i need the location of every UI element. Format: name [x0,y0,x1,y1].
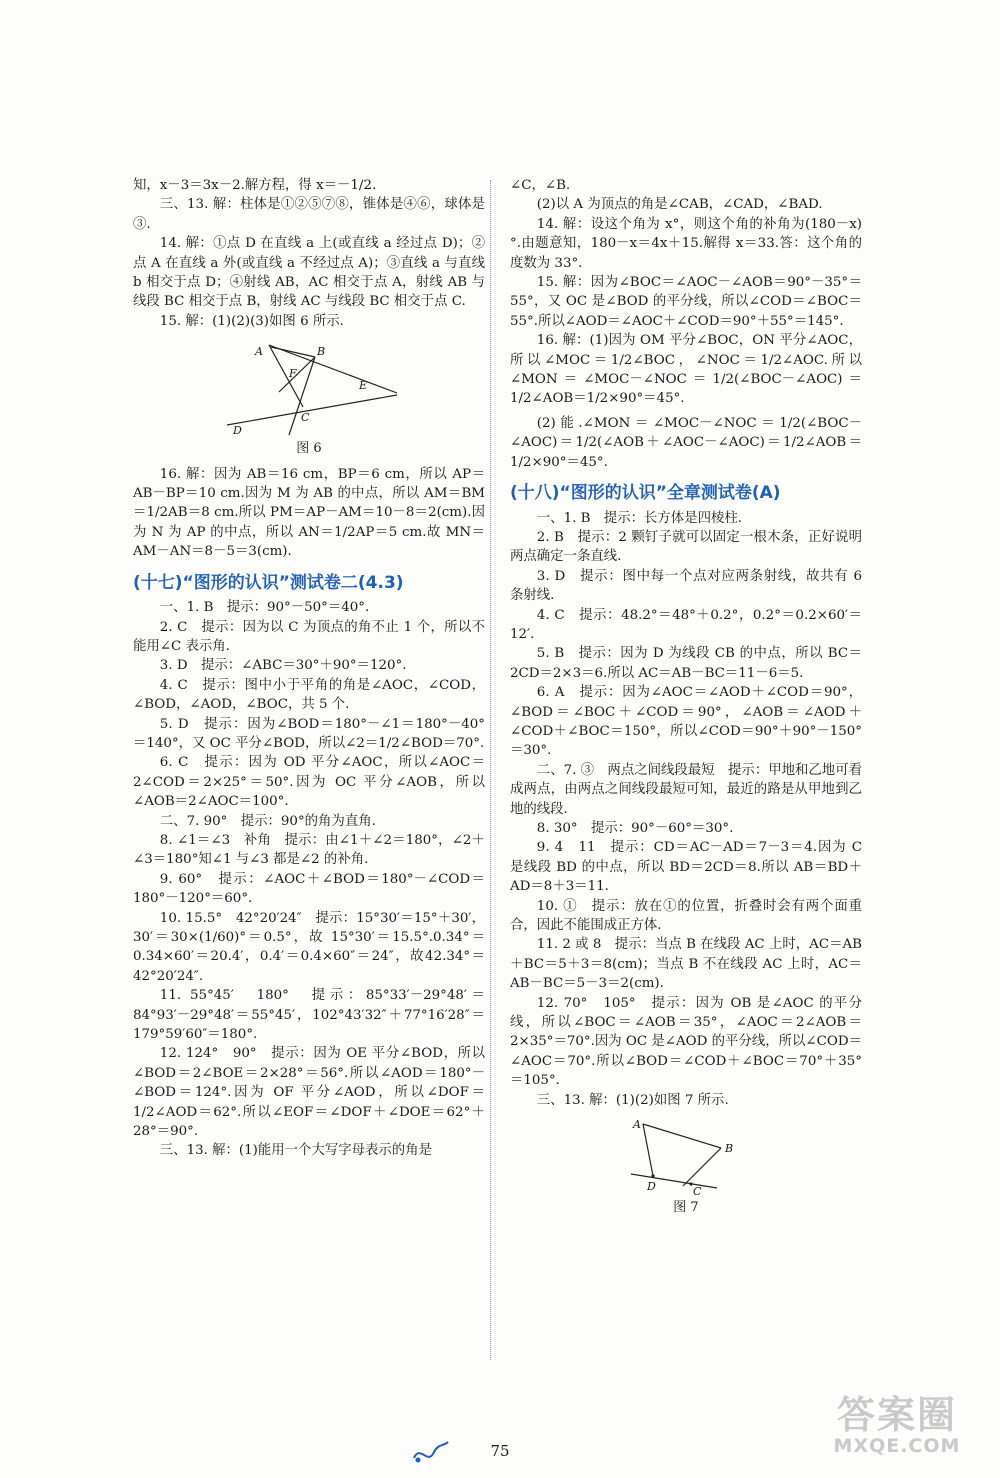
right-answer: 12. 70° 105° 提示：因为 OB 是∠AOC 的平分线，所以∠BOC＝∠AOB＝35°，∠AOC＝2∠AOB＝2×35°＝70°.因为 OC 是∠AOD 的平分线，所以∠COD＝∠AOC＝70°.所以∠BOD＝∠COD＋∠BOC＝70°＋35°＝105°. [510,995,862,1089]
left-answer: 11. 55°45′ 180° 提示：85°33′－29°48′＝84°93′－29°48′＝55°45′，102°43′32″＋77°16′28″＝179°59′60″＝180°. [133,988,485,1043]
right-answer: 8. 30° 提示：90°－60°＝30°. [536,821,734,836]
left-paragraph-3: 14. 解：①点 D 在直线 a 上(或直线 a 经过点 D)；②点 A 在直线 a 外(或直线 a 不经过点 A)；③直线 a 与直线 b 相交于点 D；④射线 AB，AC 相交于点 A，射线 AB 与线段 BC 相交于点 B，射线 AC 与线段 BC 相交于点 C. [133,236,485,310]
figure-6 [133,337,485,458]
right-answer: 6. A 提示：因为∠AOC＝∠AOD＋∠COD＝90°，∠BOD＝∠BOC＋∠COD＝90°，∠AOB＝∠AOD＋∠COD＋∠BOC＝150°，所以∠COD＝90°＋90°－150°＝30°. [510,685,862,759]
right-paragraph-4: 15. 解：因为∠BOC＝∠AOC－∠AOB＝90°－35°＝55°，又 OC 是∠BOD 的平分线，所以∠COD＝∠BOC＝55°.所以∠AOD＝∠AOC＋∠COD＝90°＋55°＝145°. [510,275,862,329]
right-answer: 10. ① 提示：放在①的位置，折叠时会有两个面重合，因此不能围成正方体. [510,898,862,934]
right-answer: 11. 2 或 8 提示：当点 B 在线段 AC 上时，AC＝AB＋BC＝5＋3＝8(cm)；当点 B 不在线段 AC 上时，AC＝AB－BC＝5－3＝2(cm). [510,937,862,992]
left-answer: 4. C 提示：图中小于平角的角是∠AOC，∠COD，∠BOD，∠AOD，∠BOC，共 5 个. [133,677,485,713]
fig7-label-a: A [633,1118,641,1132]
watermark-line-1: 答案圈 [836,1393,957,1437]
column-divider [490,180,491,1360]
left-answer: 5. D 提示：因为∠BOD＝180°－∠1＝180°－40°＝140°，又 OC 平分∠BOD，所以∠2＝1/2∠BOD＝70°. [133,716,485,751]
fig6-label-c: C [301,411,310,425]
fig6-label-b: B [317,345,326,359]
left-column [133,176,485,1161]
left-answer: 9. 60° 提示：∠AOC＋∠BOD＝180°－∠COD＝180°－120°＝60°. [133,871,485,907]
left-answer: 6. C 提示：因为 OD 平分∠AOC，所以∠AOC＝2∠COD＝2×25°＝50°.因为 OC 平分∠AOB，所以∠AOB＝2∠AOC＝100°. [133,755,485,810]
figure-7-caption: 图 7 [673,1200,699,1216]
left-answer: 2. C 提示：因为以 C 为顶点的角不止 1 个，所以不能用∠C 表示角. [133,619,485,654]
left-paragraph-1: 知，x－3＝3x－2.解方程，得 x＝－1/2. [133,178,377,193]
left-answer: 二、7. 90° 提示：90°的角为直角. [159,813,376,829]
section-heading-17: (十七)“图形的认识”测试卷二(4.3) [133,572,404,593]
left-answer: 3. D 提示：∠ABC＝30°＋90°＝120°. [159,658,407,674]
figure-6-diagram [219,337,399,437]
right-answer: 4. C 提示：48.2°＝48°＋0.2°，0.2°＝0.2×60′＝12′. [510,607,862,642]
right-paragraph-2: (2)以 A 为顶点的角是∠CAB，∠CAD，∠BAD. [536,197,823,213]
page-number: 75 [490,1442,510,1460]
left-paragraph-2: 三、13. 解：柱体是①②⑤⑦⑧，锥体是④⑥，球体是③. [133,197,485,232]
right-paragraph-5: 16. 解：(1)因为 OM 平分∠BOC，ON 平分∠AOC，所以∠MOC＝1/2∠BOC，∠NOC＝1/2∠AOC.所以∠MON＝∠MOC－∠NOC＝1/2(∠BOC－∠AOC)＝1/2∠AOB＝1/2×90°＝45°. [510,333,862,407]
right-answer: 5. B 提示：因为 D 为线段 CB 的中点，所以 BC＝2CD＝2×3＝6.所以 AC＝AB－BC＝11－6＝5. [510,646,862,681]
right-paragraph-3: 14. 解：设这个角为 x°，则这个角的补角为(180－x)°.由题意知，180－x＝4x＋15.解得 x＝33.答：这个角的度数为 33°. [510,216,862,271]
figure-7 [510,1116,862,1217]
right-answer: 三、13. 解：(1)(2)如图 7 所示. [536,1092,729,1108]
fig7-label-d: D [647,1180,656,1194]
fig7-point-d [651,1174,654,1177]
left-answer: 10. 15.5° 42°20′24″ 提示：15°30′＝15°＋30′，30′＝30×(1/60)°＝0.5°，故 15°30′＝15.5°.0.34°＝0.34×60′＝20.4′，0.4′＝0.4×60″＝24″，故42.34°＝42°20′24″. [133,910,485,984]
right-answer: 2. B 提示：2 颗钉子就可以固定一根木条，正好说明两点确定一条直线. [510,529,862,565]
fig6-label-f: F [289,367,297,381]
left-answer: 一、1. B 提示：90°－50°＝40°. [159,600,370,616]
right-answer: 9. 4 11 提示：CD＝AC－AD＝7－3＝4.因为 C 是线段 BD 的中点，所以 BD＝2CD＝8.所以 AB＝BD＋AD＝8＋3＝11. [510,840,862,895]
right-column [510,176,862,1224]
fig6-label-e: E [359,379,368,393]
figure-7-diagram [611,1116,761,1196]
left-answer: 三、13. 解：(1)能用一个大写字母表示的角是 [159,1143,432,1159]
fig7-label-b: B [725,1142,734,1156]
right-answer: 一、1. B 提示：长方体是四棱柱. [536,510,743,526]
watermark [822,1394,972,1456]
left-answer: 8. ∠1＝∠3 补角 提示：由∠1＋∠2＝180°，∠2＋∠3＝180°知∠1 与∠3 都是∠2 的补角. [133,832,485,868]
right-paragraph-6: (2)能.∠MON＝∠MOC－∠NOC＝1/2(∠BOC－∠AOC)＝1/2(∠AOB＋∠AOC－∠AOC)＝1/2∠AOB＝1/2×90°＝45°. [510,415,862,470]
fig7-label-c: C [693,1185,702,1197]
right-answer: 3. D 提示：图中每一个点对应两条射线，故共有 6 条射线. [510,568,862,604]
right-paragraph-1: ∠C，∠B. [510,178,571,193]
left-paragraph-4: 15. 解：(1)(2)(3)如图 6 所示. [159,313,344,329]
fig6-label-d: D [233,424,242,438]
left-answer: 12. 124° 90° 提示：因为 OE 平分∠BOD，所以∠BOD＝2∠BOE＝2×28°＝56°.所以∠AOD＝180°－∠BOD＝124°.因为 OF 平分∠AOD，所以∠DOF＝1/2∠AOD＝62°.所以∠EOF＝∠DOF＋∠DOE＝62°＋28°＝90°. [133,1046,485,1140]
right-answer: 二、7. ③ 两点之间线段最短 提示：甲地和乙地可看成两点，由两点之间线段最短可知，最近的路是从甲地到乙地的线段. [510,762,862,817]
figure-6-caption: 图 6 [296,441,322,457]
fig6-label-a: A [255,345,263,359]
left-paragraph-5: 16. 解：因为 AB＝16 cm，BP＝6 cm，所以 AP＝AB－BP＝10 cm.因为 M 为 AB 的中点，所以 AM＝BM＝1/2AB＝8 cm.所以 PM＝AP－AM＝10－8＝2(cm).因为 N 为 AP 的中点，所以 AN＝1/2AP＝5 cm.故 MN＝AM－AN＝8－5＝3(cm). [133,466,485,560]
watermark-line-2: MXQE.COM [833,1435,961,1457]
section-heading-18: (十八)“图形的认识”全章测试卷(A) [510,483,781,504]
